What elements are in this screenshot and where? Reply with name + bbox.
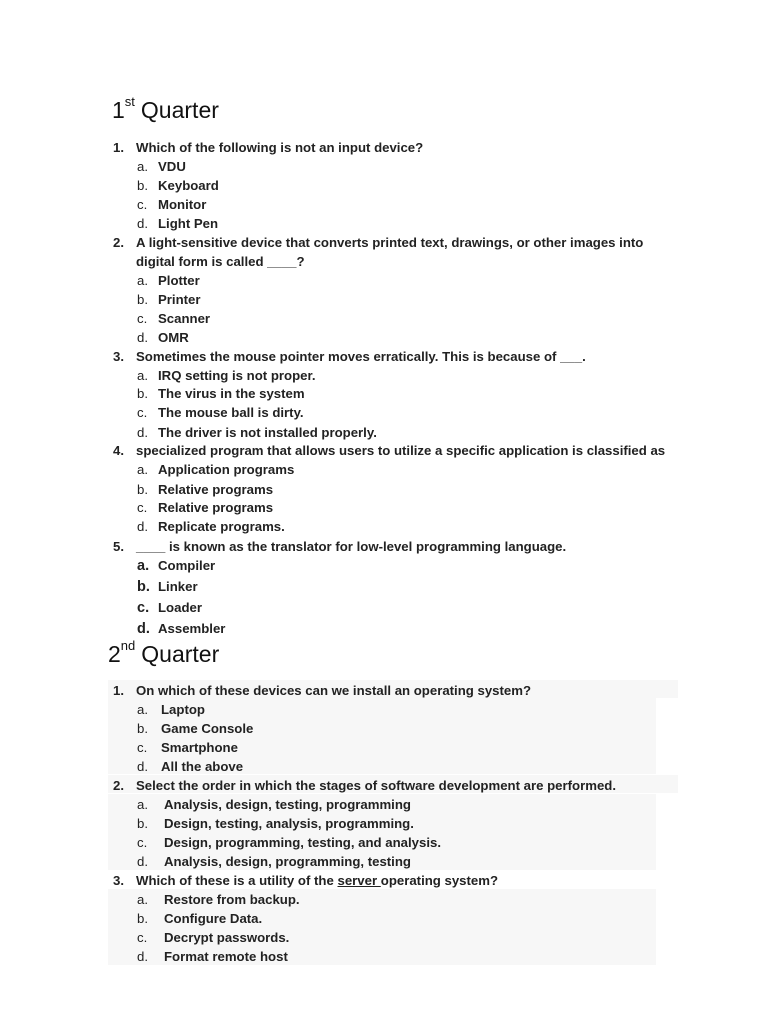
option-text: Linker [158,579,198,594]
option-text: Scanner [158,311,211,326]
option-text: Analysis, design, programming, testing [164,854,411,869]
option-letter: c. [137,930,148,945]
option-letter: b. [137,292,148,307]
question-number: 1. [113,683,124,698]
option-letter: b. [137,816,148,831]
question-text: Sometimes the mouse pointer moves erratically. This is because of ___. [136,349,586,364]
option-letter: d. [137,854,148,869]
option-text: Application programs [158,462,295,477]
option-text: Relative programs [158,482,274,497]
question-text: specialized program that allows users to utilize a specific application is classified as [136,443,666,458]
question-text-post: operating system? [380,873,499,888]
option-text: Configure Data. [164,911,263,926]
option-letter: d. [137,949,148,964]
question-number: 2. [113,235,124,250]
option-letter: d. [137,759,148,774]
option-letter: c. [137,405,148,420]
option-letter: d. [137,621,150,637]
option-text: Keyboard [158,178,219,193]
question-number: 5. [113,539,124,554]
question-number: 1. [113,140,124,155]
option-letter: c. [137,311,148,326]
option-letter: c. [137,500,148,515]
question-number: 4. [113,443,124,458]
option-text: The mouse ball is dirty. [158,405,304,420]
option-text: Design, programming, testing, and analysis. [164,835,441,850]
question-number: 2. [113,778,124,793]
option-letter: b. [137,721,148,736]
heading-word: Quarter [140,97,219,123]
quarter-1-heading [112,94,219,123]
option-text: OMR [158,330,189,345]
option-letter: a. [137,159,148,174]
option-letter: a. [137,797,148,812]
option-text: Game Console [161,721,254,736]
option-text: Analysis, design, testing, programming [164,797,411,812]
option-text: Relative programs [158,500,274,515]
option-text: Replicate programs. [158,519,285,534]
question-text: digital form is called ____? [136,254,305,269]
option-letter: b. [137,386,148,401]
question-text: Select the order in which the stages of software development are performed. [136,778,616,793]
option-text: The virus in the system [158,386,305,401]
option-text: Loader [158,600,202,615]
option-letter: d. [137,425,148,440]
option-letter: a. [137,462,148,477]
question-text-pre: Which of these is a utility of the [136,873,338,888]
option-text: Decrypt passwords. [164,930,290,945]
option-letter: d. [137,216,148,231]
option-letter: a. [137,273,148,288]
option-text: Plotter [158,273,200,288]
option-letter: a. [137,702,148,717]
heading-ordinal-suffix: nd [120,638,136,654]
option-letter: b. [137,482,148,497]
quarter-2-heading [108,638,220,667]
option-letter: d. [137,330,148,345]
heading-number: 2 [108,641,121,667]
option-letter: d. [137,519,148,534]
option-letter: a. [137,892,148,907]
question-text: A light-sensitive device that converts printed text, drawings, or other images into [136,235,644,250]
option-letter: b. [137,579,150,595]
question-number: 3. [113,349,124,364]
option-text: Format remote host [164,949,288,964]
option-text: VDU [158,159,186,174]
option-text: Laptop [161,702,205,717]
option-text: All the above [161,759,244,774]
option-text: Restore from backup. [164,892,300,907]
question-number: 3. [113,873,124,888]
option-text: Smartphone [161,740,238,755]
option-text: Design, testing, analysis, programming. [164,816,414,831]
option-text: Compiler [158,558,216,573]
option-letter: a. [137,368,148,383]
heading-word: Quarter [141,641,220,667]
option-letter: c. [137,197,148,212]
option-text: IRQ setting is not proper. [158,368,316,383]
option-letter: c. [137,600,150,616]
question-text: Which of the following is not an input device? [136,140,424,155]
option-text: Light Pen [158,216,219,231]
option-text: Assembler [158,621,226,636]
question-text: On which of these devices can we install an operating system? [136,683,532,698]
question-text [136,874,498,887]
option-letter: c. [137,740,148,755]
option-text: Monitor [158,197,207,212]
heading-number: 1 [112,97,125,123]
heading-ordinal-suffix: st [124,94,135,110]
question-text: ____ is known as the translator for low-level programming language. [136,539,567,554]
option-text: The driver is not installed properly. [158,425,377,440]
option-letter: b. [137,911,148,926]
option-letter: a. [137,558,150,574]
option-text: Printer [158,292,201,307]
question-text-underlined: server [337,873,381,888]
option-letter: c. [137,835,148,850]
option-letter: b. [137,178,148,193]
